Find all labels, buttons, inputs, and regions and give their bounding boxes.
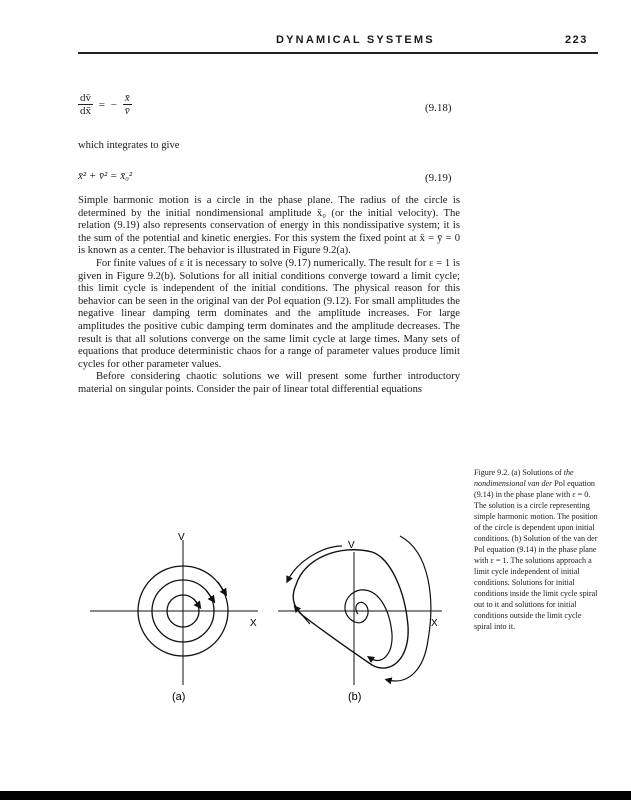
body-text: [78, 195, 460, 397]
axis-label-v-b: V: [348, 540, 355, 551]
caption-part-1: (a) Solutions of: [511, 468, 562, 477]
axis-label-v-a: V: [178, 532, 185, 543]
limit-cycle: [293, 550, 408, 668]
equation-9-19: x̄² + v̄² = x̄₀²: [78, 170, 133, 182]
equation-number-9-19: (9.19): [425, 172, 452, 184]
minus-sign: −: [110, 98, 117, 111]
equation-9-18: [78, 92, 132, 117]
outer-spiral: [388, 536, 431, 681]
fraction-rhs: [123, 92, 132, 117]
running-head: DYNAMICAL SYSTEMS: [276, 34, 435, 46]
scan-edge-bar: [0, 791, 631, 800]
orbit-arrow-3: [218, 582, 225, 593]
axis-label-x-b: X: [431, 618, 438, 629]
phase-plane-panel-b: [278, 536, 442, 703]
page-number: 223: [565, 34, 588, 46]
fraction-denominator: dx̄: [80, 105, 91, 117]
caption-part-2: Pol equation (9.14) in the phase plane with ε = 0. The solution is a circle representing simple harmonic motion. The position of the circle is dependent upon initial conditions. (b) Solution of the van der Pol equation (9.14) in the phase plane with ε = 1. The solutions approach a limit cycle independent of initial conditions. Solutions for initial conditions inside the limit cycle spiral out to it and solutions for initial conditions outside the limit cycle spiral into it.: [474, 479, 598, 631]
outer-trajectory-left: [288, 546, 342, 580]
equation-intro-text: which integrates to give: [78, 140, 180, 151]
orbit-arrow-2: [206, 590, 213, 600]
paragraph-1: Simple harmonic motion is a circle in the phase plane. The radius of the circle is determined by the initial nondimensional amplitude x̄₀ (or the initial velocity). The relation (9.19) also represents conservation of energy in this nondissipative system; it is the sum of the potential and kinetic energies. For this system the fixed point at x̄ = ȳ = 0 is known as a center. The behavior is illustrated in Figure 9.2(a).: [78, 195, 460, 257]
panel-label-a: (a): [172, 691, 186, 703]
phase-plane-panel-a: [90, 532, 258, 703]
cycle-arrow-left: [296, 608, 310, 624]
equation-number-9-18: (9.18): [425, 102, 452, 114]
panel-label-b: (b): [348, 691, 362, 703]
figure-9-2: [90, 530, 450, 715]
caption-label: Figure 9.2.: [474, 468, 510, 477]
fraction-numerator: x̄: [124, 92, 130, 104]
axis-label-x-a: X: [250, 618, 257, 629]
header-rule: [78, 52, 598, 54]
figure-caption: [474, 467, 598, 632]
fraction-numerator: dv̄: [80, 92, 91, 104]
paragraph-2: For finite values of ε it is necessary to solve (9.17) numerically. The result for ε = 1 is given in Figure 9.2(b). Solutions for all initial conditions converge toward a limit cycle; this limit cycle is independent of the initial conditions. The physical reason for this behavior can be seen in the original van der Pol equation (9.12). For small amplitudes the negative linear damping term dominates and the amplitude increases. For large amplitudes the positive cubic damping term dominates and the amplitude decreases. The result is that all solutions converge on the same limit cycle at large times. Many sets of equations that produce deterministic chaos for a range of parameter values produce limit cycles for other parameter values.: [78, 257, 460, 370]
fraction-lhs: [78, 92, 93, 117]
equals-sign: =: [98, 98, 105, 111]
orbit-arrow-1: [194, 599, 199, 606]
inner-spiral: [345, 590, 392, 661]
caption-italic: the nondimensional van der: [474, 468, 574, 488]
fraction-denominator: v̄: [124, 105, 130, 117]
paragraph-3: Before considering chaotic solutions we will present some further introductory material on singular points. Consider the pair of linear total differential equations: [78, 371, 460, 395]
